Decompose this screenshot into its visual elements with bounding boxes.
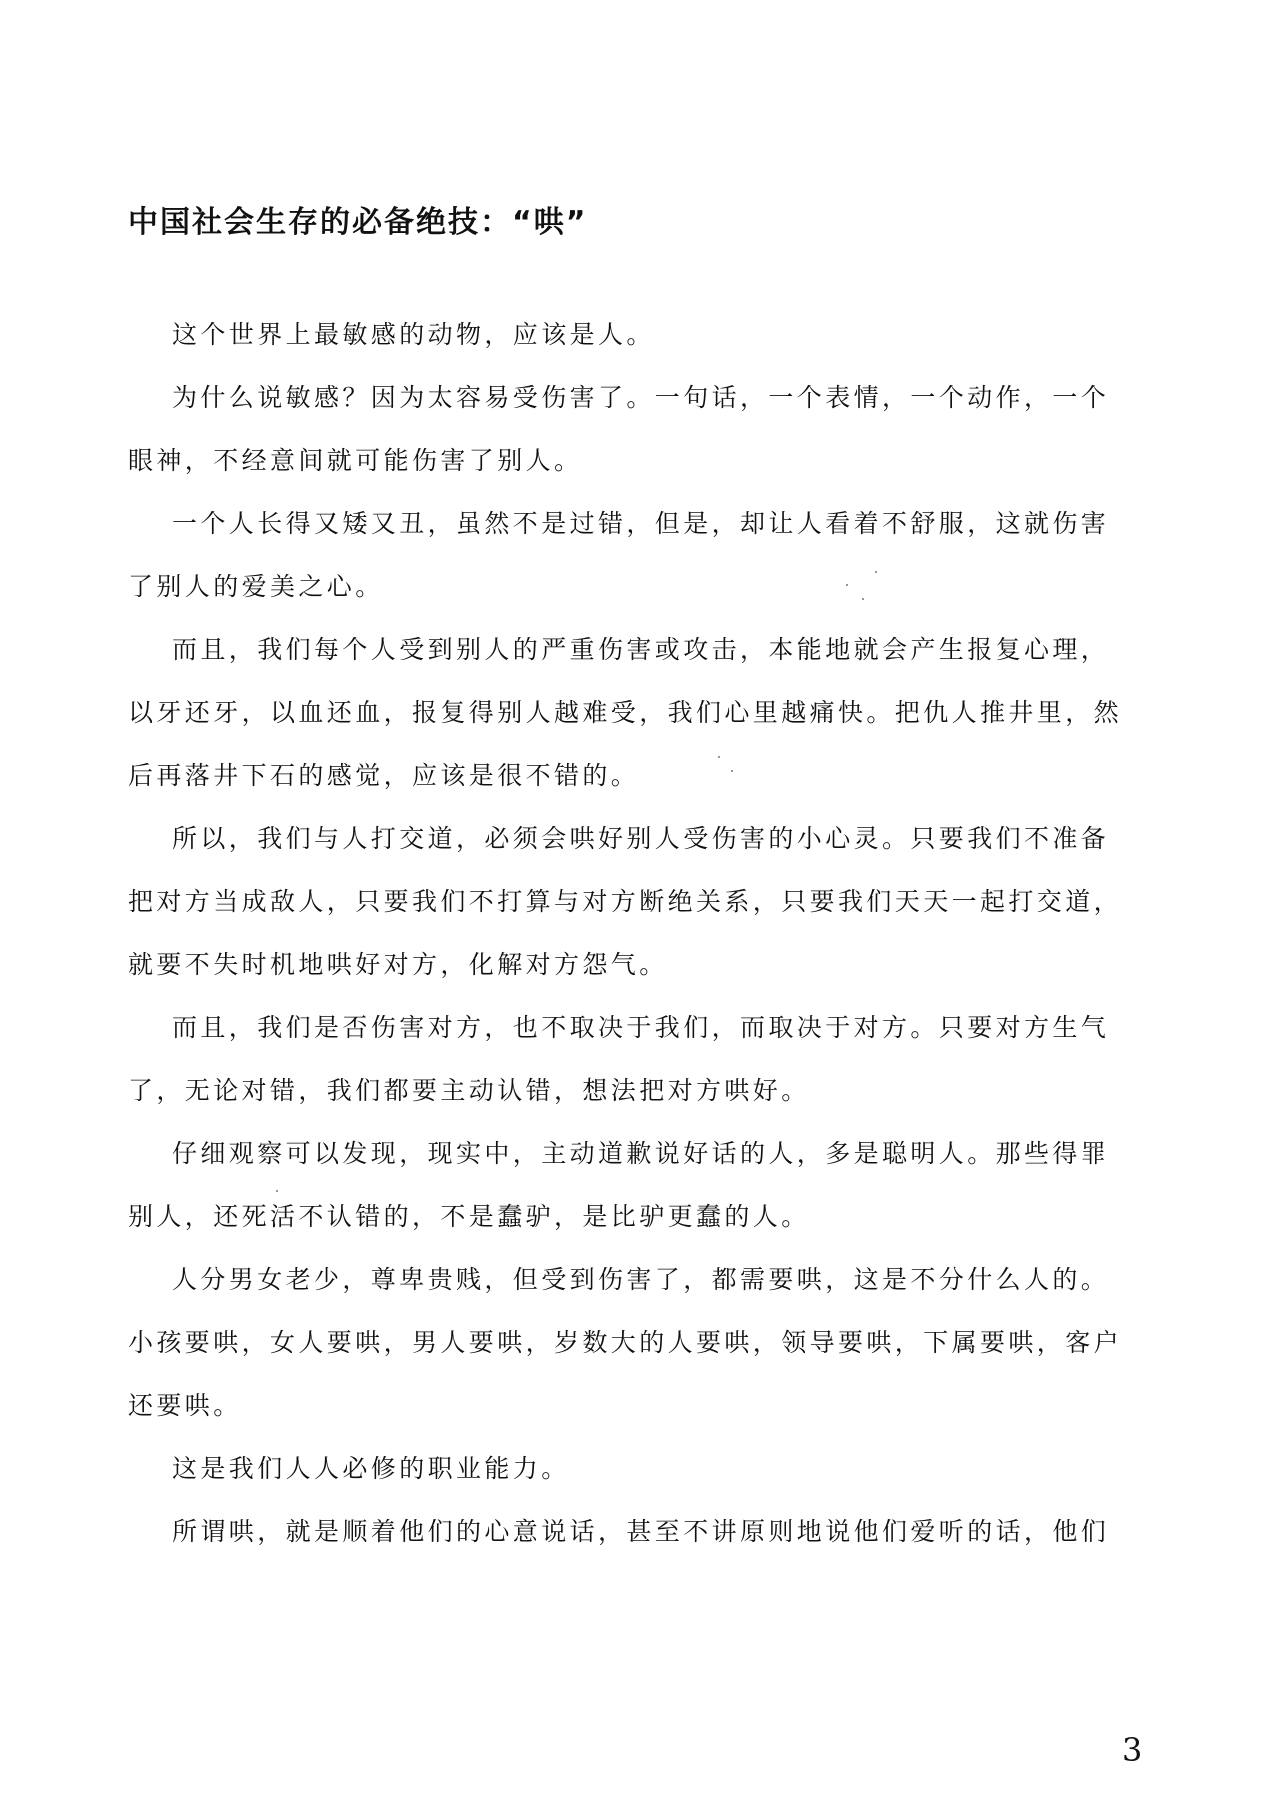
scan-speck (846, 584, 848, 586)
text-line: 人分男女老少，尊卑贵贱，但受到伤害了，都需要哄，这是不分什么人的。 (172, 1265, 1110, 1294)
scan-speck (875, 571, 877, 573)
text-line: 就要不失时机地哄好对方，化解对方怨气。 (128, 950, 668, 979)
text-line: 这是我们人人必修的职业能力。 (172, 1454, 570, 1483)
text-line: 了别人的爱美之心。 (128, 572, 384, 601)
text-line: 小孩要哄，女人要哄，男人要哄，岁数大的人要哄，领导要哄，下属要哄，客户 (128, 1328, 1123, 1357)
page-number: 3 (1122, 1731, 1143, 1769)
text-line: 为什么说敏感？因为太容易受伤害了。一句话，一个表情，一个动作，一个 (172, 383, 1110, 412)
text-line: 眼神，不经意间就可能伤害了别人。 (128, 446, 583, 475)
text-line: 而且，我们每个人受到别人的严重伤害或攻击，本能地就会产生报复心理， (172, 635, 1110, 664)
page-title: 中国社会生存的必备绝技：“哄” (128, 205, 588, 240)
text-line: 把对方当成敌人，只要我们不打算与对方断绝关系，只要我们天天一起打交道， (128, 887, 1123, 916)
scan-speck (718, 756, 720, 758)
text-line: 仔细观察可以发现，现实中，主动道歉说好话的人，多是聪明人。那些得罪 (172, 1139, 1110, 1168)
text-line: 以牙还牙，以血还血，报复得别人越难受，我们心里越痛快。把仇人推井里，然 (128, 698, 1123, 727)
scan-speck (276, 1190, 278, 1192)
text-line: 了，无论对错，我们都要主动认错，想法把对方哄好。 (128, 1076, 810, 1105)
text-line: 还要哄。 (128, 1391, 242, 1420)
text-line: 别人，还死活不认错的，不是蠢驴，是比驴更蠢的人。 (128, 1202, 810, 1231)
scan-speck (862, 598, 864, 600)
scan-speck (731, 770, 733, 772)
text-line: 而且，我们是否伤害对方，也不取决于我们，而取决于对方。只要对方生气 (172, 1013, 1110, 1042)
body-text (128, 303, 1148, 1563)
text-line: 这个世界上最敏感的动物，应该是人。 (172, 320, 655, 349)
text-line: 一个人长得又矮又丑，虽然不是过错，但是，却让人看着不舒服，这就伤害 (172, 509, 1110, 538)
text-line: 所谓哄，就是顺着他们的心意说话，甚至不讲原则地说他们爱听的话，他们 (172, 1517, 1110, 1546)
text-line: 后再落井下石的感觉，应该是很不错的。 (128, 761, 640, 790)
text-line: 所以，我们与人打交道，必须会哄好别人受伤害的小心灵。只要我们不准备 (172, 824, 1110, 853)
